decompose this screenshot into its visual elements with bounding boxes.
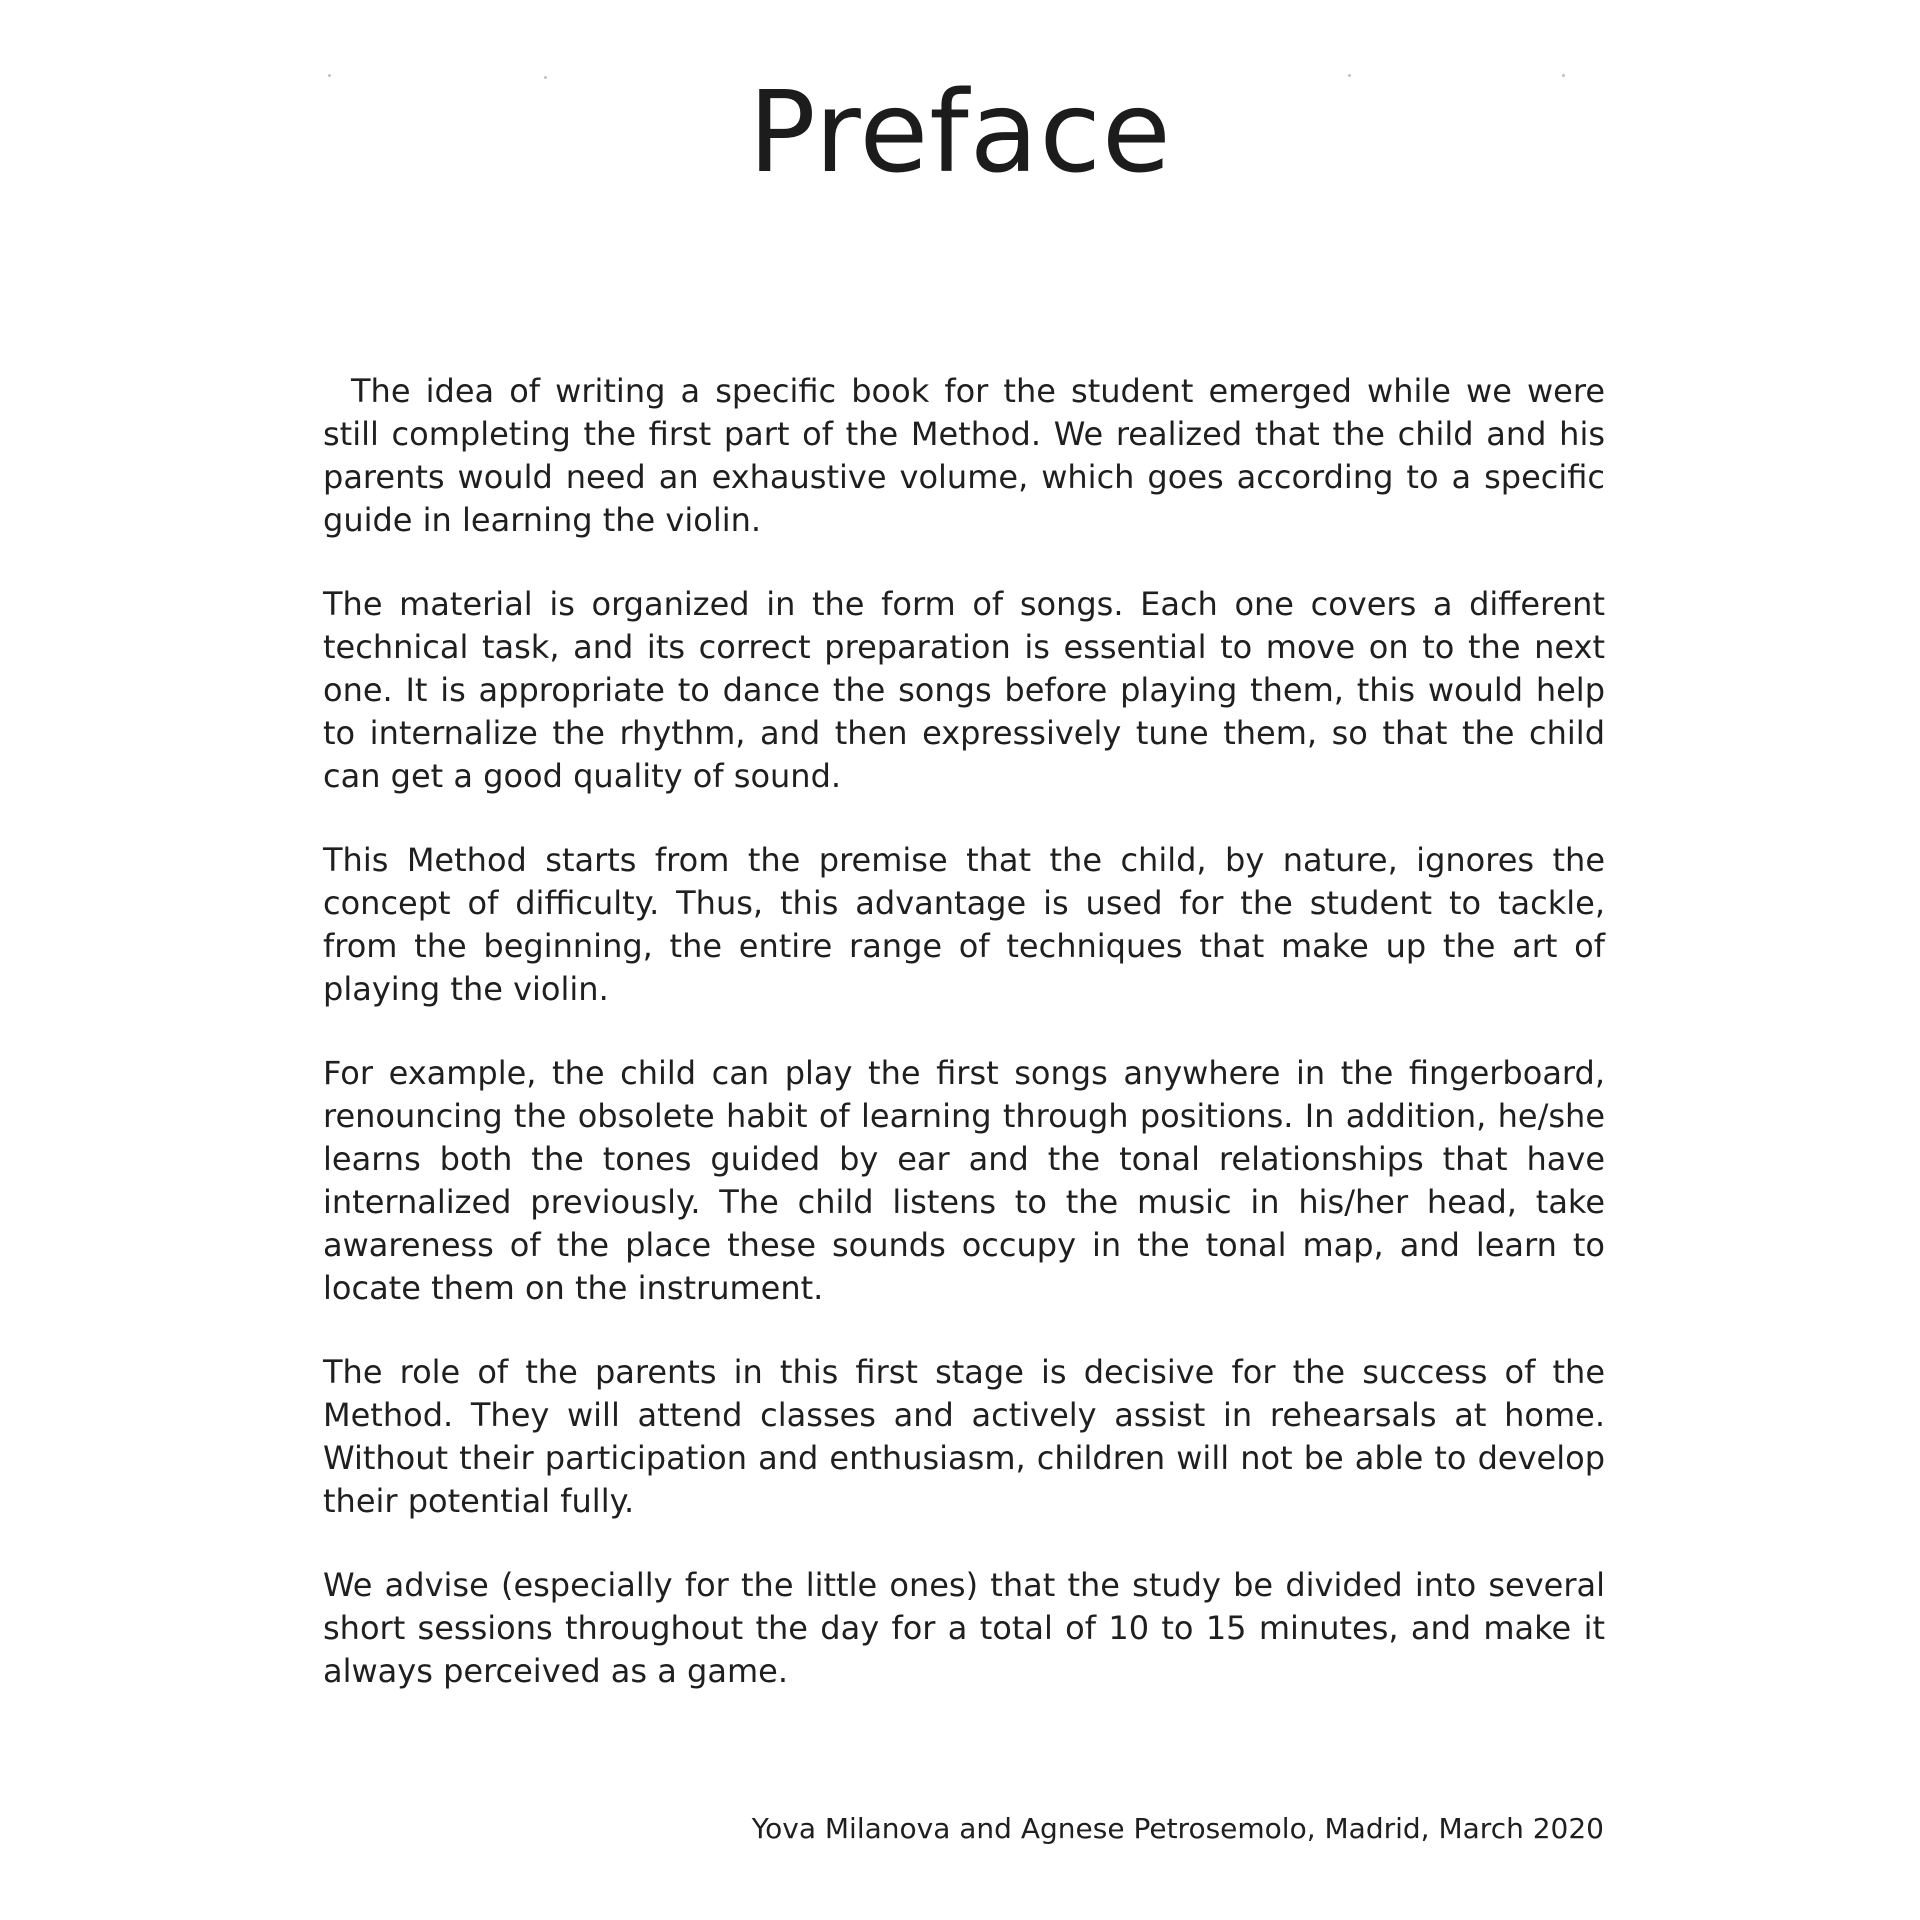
paragraph-1: The idea of writing a specific book for the student emerged while we were still completing the first part of the Method. We realized that the child and his parents would need an exhaustive volume, which goes according to a specific guide in learning the violin. xyxy=(323,372,1605,539)
preface-body xyxy=(323,370,1605,1734)
paragraph-4: For example, the child can play the first songs anywhere in the fingerboard, renouncing the obsolete habit of learning through positions. In addition, he/she learns both the tones guided by ear and the tonal relationships that have internalized previously. The child listens to the music in his/her head, take awareness of the place these sounds occupy in the tonal map, and learn to locate them on the instrument. xyxy=(323,1054,1605,1307)
paragraph-3: This Method starts from the premise that the child, by nature, ignores the concept of difficulty. Thus, this advantage is used for the student to tackle, from the beginning, the entire range of techniques that make up the art of playing the violin. xyxy=(323,841,1605,1008)
page-title: Preface xyxy=(748,68,1172,198)
paragraph-6: We advise (especially for the little ones) that the study be divided into several short sessions throughout the day for a total of 10 to 15 minutes, and make it always perceived as a game. xyxy=(323,1566,1605,1690)
paragraph-2: The material is organized in the form of songs. Each one covers a different technical task, and its correct preparation is essential to move on to the next one. It is appropriate to dance the songs before playing them, this would help to internalize the rhythm, and then expressively tune them, so that the child can get a good quality of sound. xyxy=(323,585,1605,795)
paragraph-5: The role of the parents in this first stage is decisive for the success of the Method. They will attend classes and actively assist in rehearsals at home. Without their participation and enthusiasm, children will not be able to develop their potential fully. xyxy=(323,1353,1605,1520)
signature-line: Yova Milanova and Agnese Petrosemolo, Madrid, March 2020 xyxy=(751,1812,1604,1845)
